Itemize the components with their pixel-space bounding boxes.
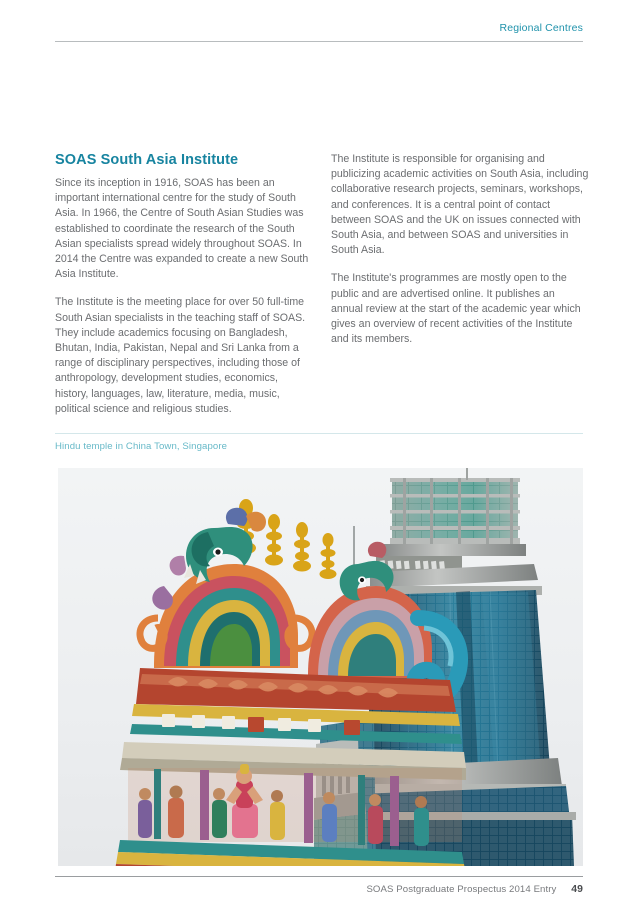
footer-publication: SOAS Postgraduate Prospectus 2014 Entry xyxy=(366,884,557,895)
page-title: SOAS South Asia Institute xyxy=(55,152,239,168)
paragraph: The Institute is responsible for organising and publicizing academic activities on South Asia, including collaborative research projects, seminars, workshops, and conferences. It is a central point of contact between SOAS and the UK on issues connected with South Asia, and between SOAS and universities in South Asia. xyxy=(331,153,589,257)
caption-rule xyxy=(55,433,583,434)
page-number: 49 xyxy=(571,884,583,895)
paragraph: The Institute is the meeting place for over 50 full-time South Asian specialists in the teaching staff of SOAS. They include academics focusing on Bangladesh, Bhutan, India, Pakistan, Nepal and Sri Lanka from a range of disciplinary perspectives, including those of anthropology, development studies, economics, history, languages, law, literature, media, music, political science and religious studies. xyxy=(55,296,306,415)
paragraph: The Institute's programmes are mostly open to the public and are advertised online. It publishes an annual review at the start of the academic year which gives an overview of recent activities of the Institute and its members. xyxy=(331,272,581,346)
figure-caption: Hindu temple in China Town, Singapore xyxy=(55,441,228,452)
header-rule xyxy=(55,41,583,42)
running-head: Regional Centres xyxy=(499,22,583,34)
footer-rule xyxy=(55,876,583,877)
footer xyxy=(55,884,583,895)
body-column-left xyxy=(55,176,313,417)
body-column-right xyxy=(331,152,589,347)
paragraph: Since its inception in 1916, SOAS has been an important international centre for the study of South Asia. In 1966, the Centre of South Asian Studies was established to coordinate the research of the South Asian specialists spread widely throughout SOAS. In 2014 the Centre was expanded to create a new South Asia Institute. xyxy=(55,177,309,281)
hindu-temple-gopuram-and-glass-skyscraper-photo xyxy=(58,468,583,866)
